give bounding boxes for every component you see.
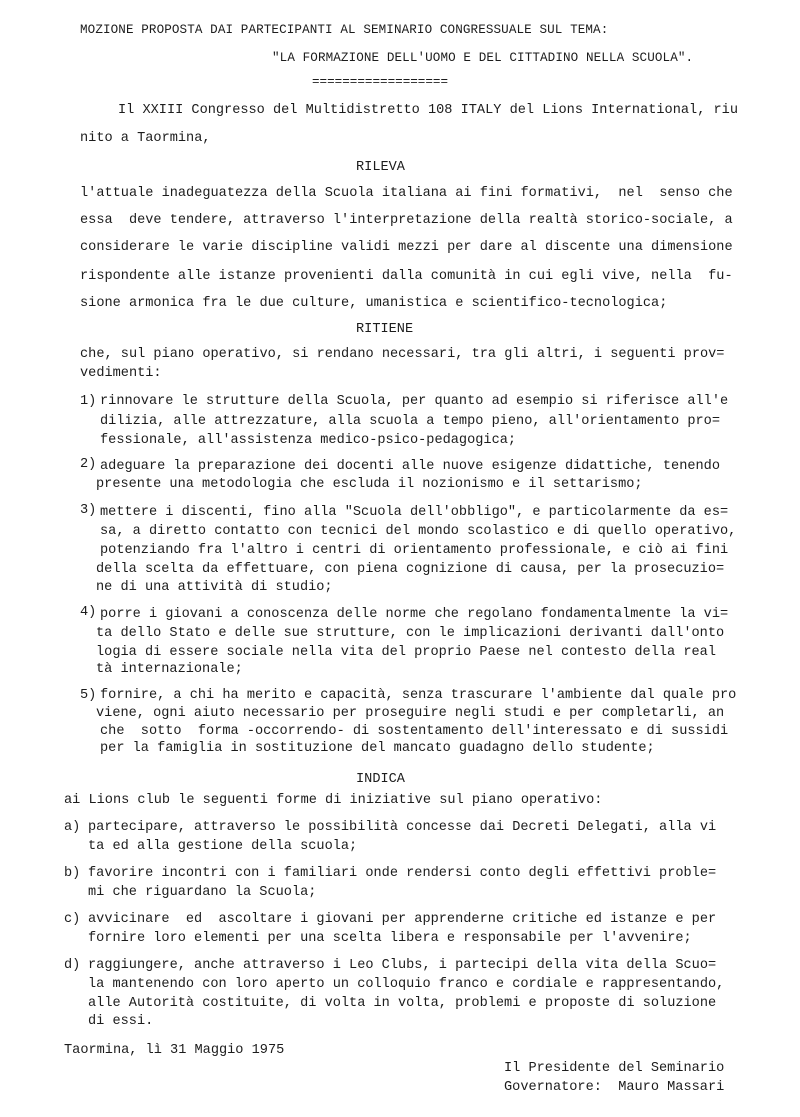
document-title-line-2: "LA FORMAZIONE DELL'UOMO E DEL CITTADINO NELLA SCUOLA". — [272, 51, 694, 65]
list-item-line: partecipare, attraverso le possibilità concesse dai Decreti Delegati, alla vi — [88, 820, 717, 835]
section-heading-rileva: RILEVA — [356, 160, 405, 175]
list-item-letter: c) — [64, 912, 81, 927]
list-item-line: sa, a diretto contatto con tecnici del mondo scolastico e di quello operativo, — [100, 524, 737, 539]
list-item-letter: a) — [64, 820, 81, 835]
list-item-line: porre i giovani a conoscenza delle norme che regolano fondamentalmente la vi= — [100, 607, 729, 622]
list-item-line: favorire incontri con i familiari onde rendersi conto degli effettivi proble= — [88, 866, 717, 881]
list-item-line: adeguare la preparazione dei docenti alle nuove esigenze didattiche, tenendo — [100, 459, 720, 474]
list-item-number: 4) — [80, 605, 97, 620]
list-item-line: tà internazionale; — [96, 662, 243, 677]
signature-name: Governatore: Mauro Massari — [504, 1080, 725, 1095]
rileva-line: l'attuale inadeguatezza della Scuola italiana ai fini formativi, nel senso che — [80, 186, 733, 201]
signature-title: Il Presidente del Seminario — [504, 1061, 725, 1076]
list-item-line: fornire loro elementi per una scelta libera e responsabile per l'avvenire; — [88, 931, 692, 946]
list-item-line: di essi. — [88, 1014, 154, 1029]
section-heading-ritiene: RITIENE — [356, 322, 414, 337]
list-item-number: 3) — [80, 503, 97, 518]
list-item-line: per la famiglia in sostituzione del mancato guadagno dello studente; — [100, 741, 655, 756]
rileva-line: considerare le varie discipline validi mezzi per dare al discente una dimensione — [80, 240, 733, 255]
list-item-line: ne di una attività di studio; — [96, 580, 333, 595]
title-underline-rule: ================== — [312, 75, 449, 89]
list-item-line: dilizia, alle attrezzature, alla scuola a tempo pieno, all'orientamento pro= — [100, 414, 720, 429]
list-item-number: 2) — [80, 457, 97, 472]
list-item-line: ta dello Stato e delle sue strutture, con le implicazioni derivanti dall'onto — [96, 626, 725, 641]
list-item-line: la mantenendo con loro aperto un colloquio franco e cordiale e rappresentando, — [88, 977, 725, 992]
list-item-letter: d) — [64, 958, 81, 973]
intro-line-1: Il XXIII Congresso del Multidistretto 108 ITALY del Lions International, riu — [118, 103, 738, 118]
rileva-line: essa deve tendere, attraverso l'interpretazione della realtà storico-sociale, a — [80, 213, 733, 228]
indica-intro: ai Lions club le seguenti forme di iniziative sul piano operativo: — [64, 793, 603, 808]
list-item-line: della scelta da effettuare, con piena cognizione di causa, per la prosecuzio= — [96, 562, 725, 577]
intro-line-2: nito a Taormina, — [80, 131, 211, 146]
list-item-line: rinnovare le strutture della Scuola, per quanto ad esempio si riferisce all'e — [100, 394, 729, 409]
rileva-line: sione armonica fra le due culture, umanistica e scientifico-tecnologica; — [80, 296, 668, 311]
list-item-line: alle Autorità costituite, di volta in volta, problemi e proposte di soluzione — [88, 996, 717, 1011]
list-item-line: mettere i discenti, fino alla "Scuola dell'obbligo", e particolarmente da es= — [100, 505, 729, 520]
document-title-line-1: MOZIONE PROPOSTA DAI PARTECIPANTI AL SEMINARIO CONGRESSUALE SUL TEMA: — [80, 23, 609, 37]
list-item-line: fornire, a chi ha merito e capacità, senza trascurare l'ambiente dal quale pro — [100, 688, 737, 703]
list-item-number: 1) — [80, 394, 97, 409]
list-item-line: raggiungere, anche attraverso i Leo Clubs, i partecipi della vita della Scuo= — [88, 958, 717, 973]
ritiene-intro-line: vedimenti: — [80, 366, 162, 381]
list-item-line: che sotto forma -occorrendo- di sostentamento dell'interessato e di sussidi — [100, 724, 729, 739]
list-item-line: fessionale, all'assistenza medico-psico-pedagogica; — [100, 433, 517, 448]
list-item-line: avvicinare ed ascoltare i giovani per apprenderne critiche ed istanze e per — [88, 912, 717, 927]
rileva-line: rispondente alle istanze provenienti dalla comunità in cui egli vive, nella fu- — [80, 269, 733, 284]
list-item-number: 5) — [80, 688, 97, 703]
list-item-letter: b) — [64, 866, 81, 881]
list-item-line: ta ed alla gestione della scuola; — [88, 839, 358, 854]
list-item-line: potenziando fra l'altro i centri di orientamento professionale, e ciò ai fini — [100, 543, 729, 558]
list-item-line: viene, ogni aiuto necessario per proseguire negli studi e per completarli, an — [96, 706, 725, 721]
section-heading-indica: INDICA — [356, 772, 405, 787]
ritiene-intro-line: che, sul piano operativo, si rendano necessari, tra gli altri, i seguenti prov= — [80, 347, 725, 362]
place-and-date: Taormina, lì 31 Maggio 1975 — [64, 1043, 285, 1058]
list-item-line: mi che riguardano la Scuola; — [88, 885, 317, 900]
list-item-line: logia di essere sociale nella vita del proprio Paese nel contesto della real — [96, 645, 716, 660]
list-item-line: presente una metodologia che escluda il nozionismo e il settarismo; — [96, 477, 643, 492]
